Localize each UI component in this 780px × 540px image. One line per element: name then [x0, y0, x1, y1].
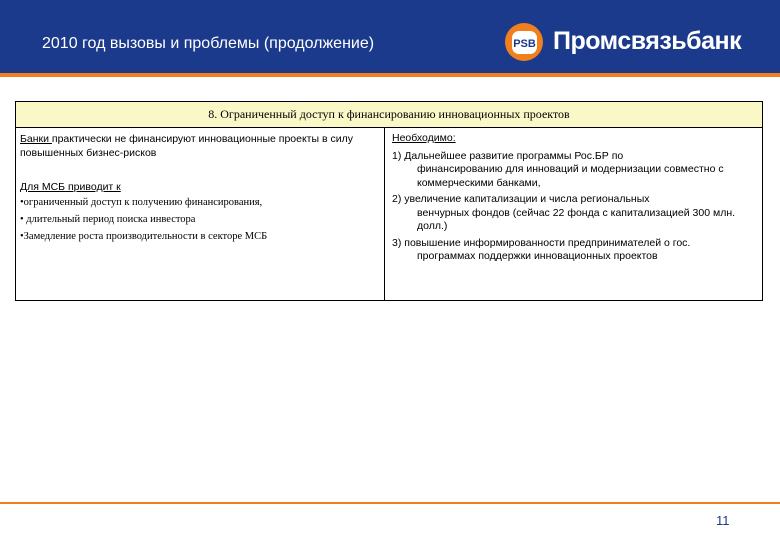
action-item-rest: программах поддержки инновационных проектов: [417, 250, 658, 262]
bullet-item: •Замедление роста производительности в секторе МСБ: [20, 231, 268, 242]
bullet-item: • длительный период поиска инвестора: [20, 214, 196, 225]
banks-label: Банки: [20, 133, 52, 145]
action-item-first-line: 3) повышение информированности предпринимателей о гос.: [392, 236, 691, 249]
sme-heading-text: Для МСБ приводит к: [20, 181, 121, 193]
left-column: [20, 132, 380, 245]
action-item-first-line: 2) увеличение капитализации и числа региональных: [392, 193, 650, 205]
footer-accent-rule: [0, 502, 780, 504]
banks-paragraph: [20, 132, 380, 160]
sme-heading: [20, 180, 380, 194]
required-heading: Необходимо:: [392, 132, 456, 144]
slide-title: 2010 год вызовы и проблемы (продолжение): [42, 35, 375, 52]
action-item-rest: финансированию для инноваций и модернизации совместно с коммерческими банками,: [417, 163, 724, 189]
column-divider: [384, 128, 385, 300]
bullet-item: •ограниченный доступ к получению финансирования,: [20, 197, 263, 208]
action-item-rest: венчурных фондов (сейчас 22 фонда с капитализацией 300 млн. долл.): [417, 206, 736, 232]
action-item-first-line: 1) Дальнейшее развитие программы Рос.БР по: [392, 149, 624, 162]
table-header: 8. Ограниченный доступ к финансированию инновационных проектов: [16, 102, 762, 128]
right-column: [392, 132, 758, 264]
brand-name: Промсвязьбанк: [553, 27, 742, 55]
header-accent-rule: [0, 73, 780, 77]
page-number: 11: [716, 513, 730, 528]
bank-logo-icon: [504, 22, 544, 62]
svg-text:PSB: PSB: [513, 38, 536, 50]
content-table: [15, 101, 763, 301]
banks-text: практически не финансируют инновационные проекты в силу повышенных бизнес-рисков: [20, 133, 353, 159]
slide-header: [0, 0, 780, 74]
